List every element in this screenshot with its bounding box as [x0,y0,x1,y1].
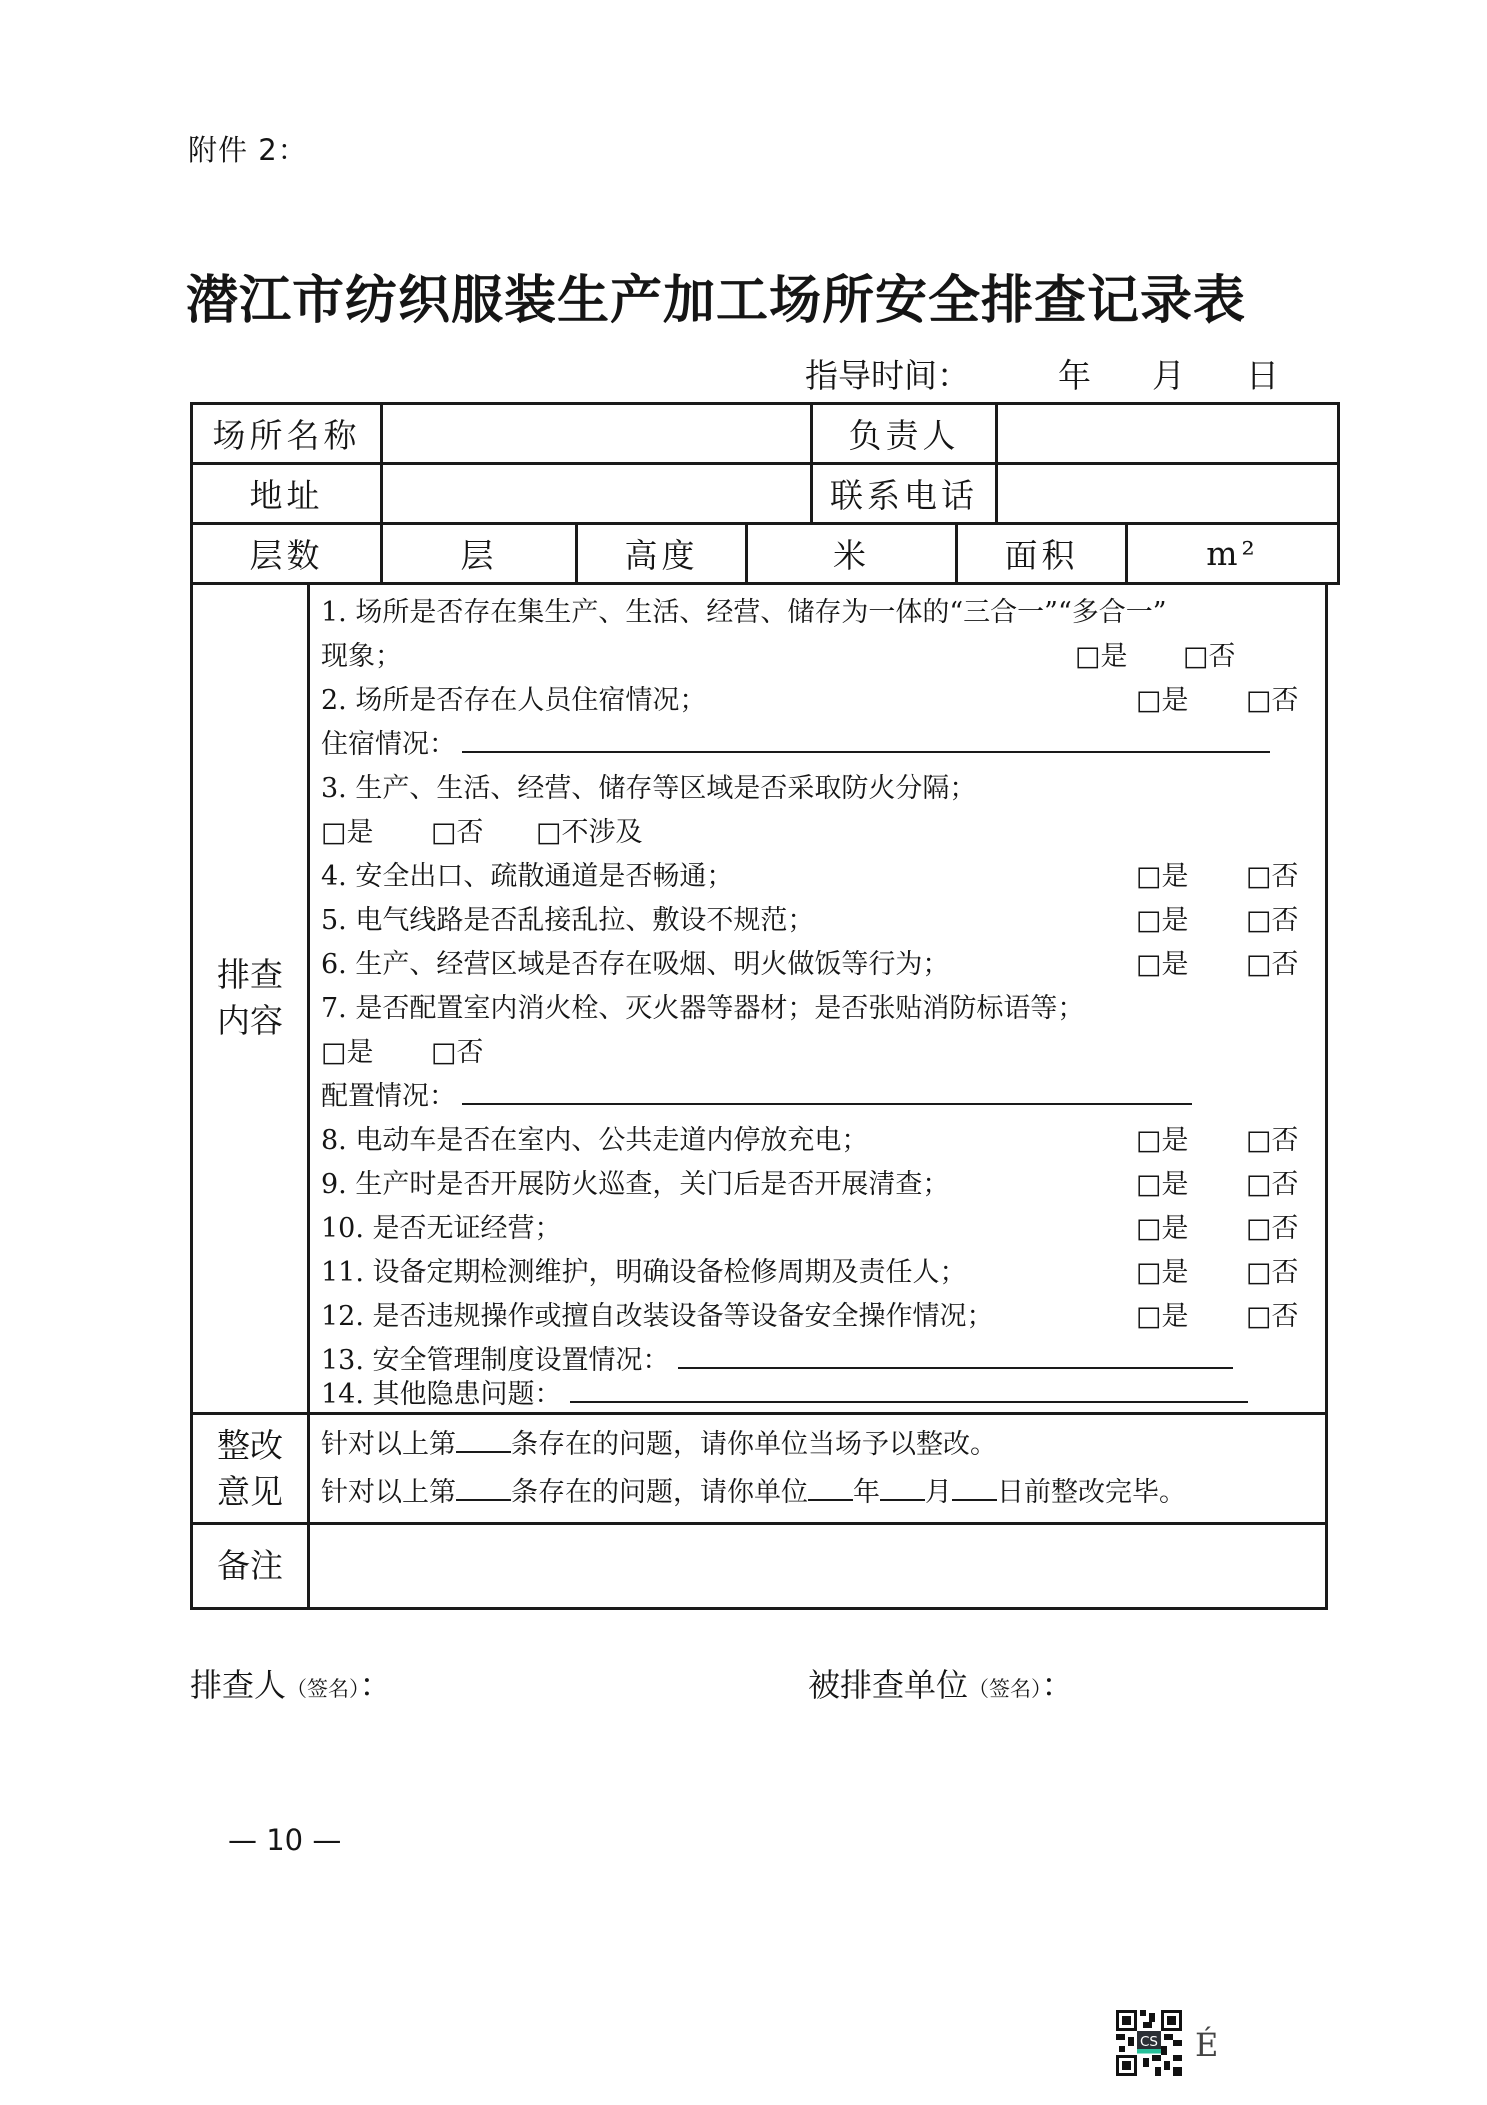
rect2-day-blank[interactable] [952,1473,997,1501]
area-field[interactable]: m² [1127,524,1339,584]
scanner-mark: É [1195,2026,1219,2064]
remarks-field[interactable] [321,1525,1305,1607]
person-in-charge-field[interactable] [997,404,1339,464]
height-label: 高度 [577,524,747,584]
venue-name-label: 场所名称 [192,404,382,464]
guide-year: 年 [1058,356,1091,395]
guide-day: 日 [1246,356,1279,395]
inspection-item-11: 11. 设备定期检测维护，明确设备检修周期及责任人； □是 □否 [321,1251,1305,1295]
qr-code-icon [1116,2010,1182,2076]
item10-yes-checkbox[interactable]: □是 [1136,1213,1189,1244]
item6-no-checkbox[interactable]: □否 [1246,949,1299,980]
inspection-item-6: 6. 生产、经营区域是否存在吸烟、明火做饭等行为； □是 □否 [321,943,1305,987]
item7-yes-checkbox[interactable]: □是 [321,1037,374,1068]
inspection-item-4: 4. 安全出口、疏散通道是否畅通； □是 □否 [321,855,1305,899]
floors-field[interactable]: 层 [382,524,577,584]
item9-yes-checkbox[interactable]: □是 [1136,1169,1189,1200]
item2-no-checkbox[interactable]: □否 [1246,685,1299,716]
rectification-line-2: 针对以上第 条存在的问题，请你单位 年 月 日前整改完毕。 [321,1471,1305,1515]
safety-system-blank[interactable] [678,1341,1233,1369]
item11-yes-checkbox[interactable]: □是 [1136,1257,1189,1288]
attachment-label: 附件 2： [188,133,308,167]
rect1-item-blank[interactable] [456,1425,511,1453]
inspector-signature: 排查人（签名）： [190,1666,392,1704]
item1-yes-checkbox[interactable]: □是 [1075,641,1128,672]
inspection-items [321,583,1305,1412]
item12-no-checkbox[interactable]: □否 [1246,1301,1299,1332]
inspection-item-7-options [321,1031,1305,1075]
configuration-blank[interactable] [462,1077,1192,1105]
rect2-year-blank[interactable] [808,1473,853,1501]
address-label: 地址 [192,464,382,524]
inspection-item-1-cont: 现象； □是 □否 [321,635,1305,679]
inspection-item-8: 8. 电动车是否在室内、公共走道内停放充电； □是 □否 [321,1119,1305,1163]
item11-no-checkbox[interactable]: □否 [1246,1257,1299,1288]
inspection-item-5: 5. 电气线路是否乱接乱拉、敷设不规范； □是 □否 [321,899,1305,943]
venue-name-field[interactable] [382,404,812,464]
inspection-section [190,583,1328,1415]
accommodation-line: 住宿情况： [321,723,1305,767]
inspection-item-1: 1. 场所是否存在集生产、生活、经营、储存为一体的“三合一”“多合一” [321,597,1167,628]
height-field[interactable]: 米 [747,524,957,584]
info-table [190,402,1340,585]
guide-month: 月 [1152,356,1185,395]
inspected-unit-signature: 被排查单位（签名）： [808,1666,1074,1704]
inspection-item-3-options [321,811,1305,855]
other-hazards-blank[interactable] [570,1375,1248,1403]
accommodation-blank[interactable] [462,725,1270,753]
item8-no-checkbox[interactable]: □否 [1246,1125,1299,1156]
inspection-item-9: 9. 生产时是否开展防火巡查，关门后是否开展清查； □是 □否 [321,1163,1305,1207]
rectification-label: 整改意见 [193,1415,310,1522]
item10-no-checkbox[interactable]: □否 [1246,1213,1299,1244]
item5-yes-checkbox[interactable]: □是 [1136,905,1189,936]
floors-label: 层数 [192,524,382,584]
phone-label: 联系电话 [812,464,997,524]
item2-yes-checkbox[interactable]: □是 [1136,685,1189,716]
item3-yes-checkbox[interactable]: □是 [321,817,374,848]
address-field[interactable] [382,464,812,524]
person-in-charge-label: 负责人 [812,404,997,464]
rectification-section [190,1415,1328,1525]
remarks-section [190,1525,1328,1610]
item3-no-checkbox[interactable]: □否 [431,817,484,848]
item5-no-checkbox[interactable]: □否 [1246,905,1299,936]
inspection-item-13: 13. 安全管理制度设置情况： [321,1339,1305,1383]
page-title: 潜江市纺织服装生产加工场所安全排查记录表 [186,270,1247,331]
remarks-label: 备注 [193,1525,310,1607]
item7-no-checkbox[interactable]: □否 [431,1037,484,1068]
rect2-item-blank[interactable] [456,1473,511,1501]
svg-text:CS: CS [1140,2034,1158,2050]
area-label: 面积 [957,524,1127,584]
item1-no-checkbox[interactable]: □否 [1183,641,1236,672]
phone-field[interactable] [997,464,1339,524]
inspection-label: 排查内容 [193,583,310,1412]
inspection-item-3: 3. 生产、生活、经营、储存等区域是否采取防火分隔； [321,773,977,804]
inspection-item-10: 10. 是否无证经营； □是 □否 [321,1207,1305,1251]
guide-time-label: 指导时间： [805,356,970,395]
rectification-body [321,1415,1305,1522]
item4-no-checkbox[interactable]: □否 [1246,861,1299,892]
item8-yes-checkbox[interactable]: □是 [1136,1125,1189,1156]
inspection-item-14: 14. 其他隐患问题： [321,1373,1305,1417]
item12-yes-checkbox[interactable]: □是 [1136,1301,1189,1332]
rect2-month-blank[interactable] [880,1473,925,1501]
inspection-item-7: 7. 是否配置室内消火栓、灭火器等器材；是否张贴消防标语等； [321,993,1085,1024]
inspection-item-2: 2. 场所是否存在人员住宿情况； □是 □否 [321,679,1305,723]
rectification-line-1: 针对以上第 条存在的问题，请你单位当场予以整改。 [321,1423,1305,1467]
item9-no-checkbox[interactable]: □否 [1246,1169,1299,1200]
inspection-item-12: 12. 是否违规操作或擅自改装设备等设备安全操作情况； □是 □否 [321,1295,1305,1339]
item6-yes-checkbox[interactable]: □是 [1136,949,1189,980]
item3-na-checkbox[interactable]: □不涉及 [536,817,643,848]
item4-yes-checkbox[interactable]: □是 [1136,861,1189,892]
page-number: — 10 — [228,1823,342,1857]
configuration-line: 配置情况： [321,1075,1305,1119]
